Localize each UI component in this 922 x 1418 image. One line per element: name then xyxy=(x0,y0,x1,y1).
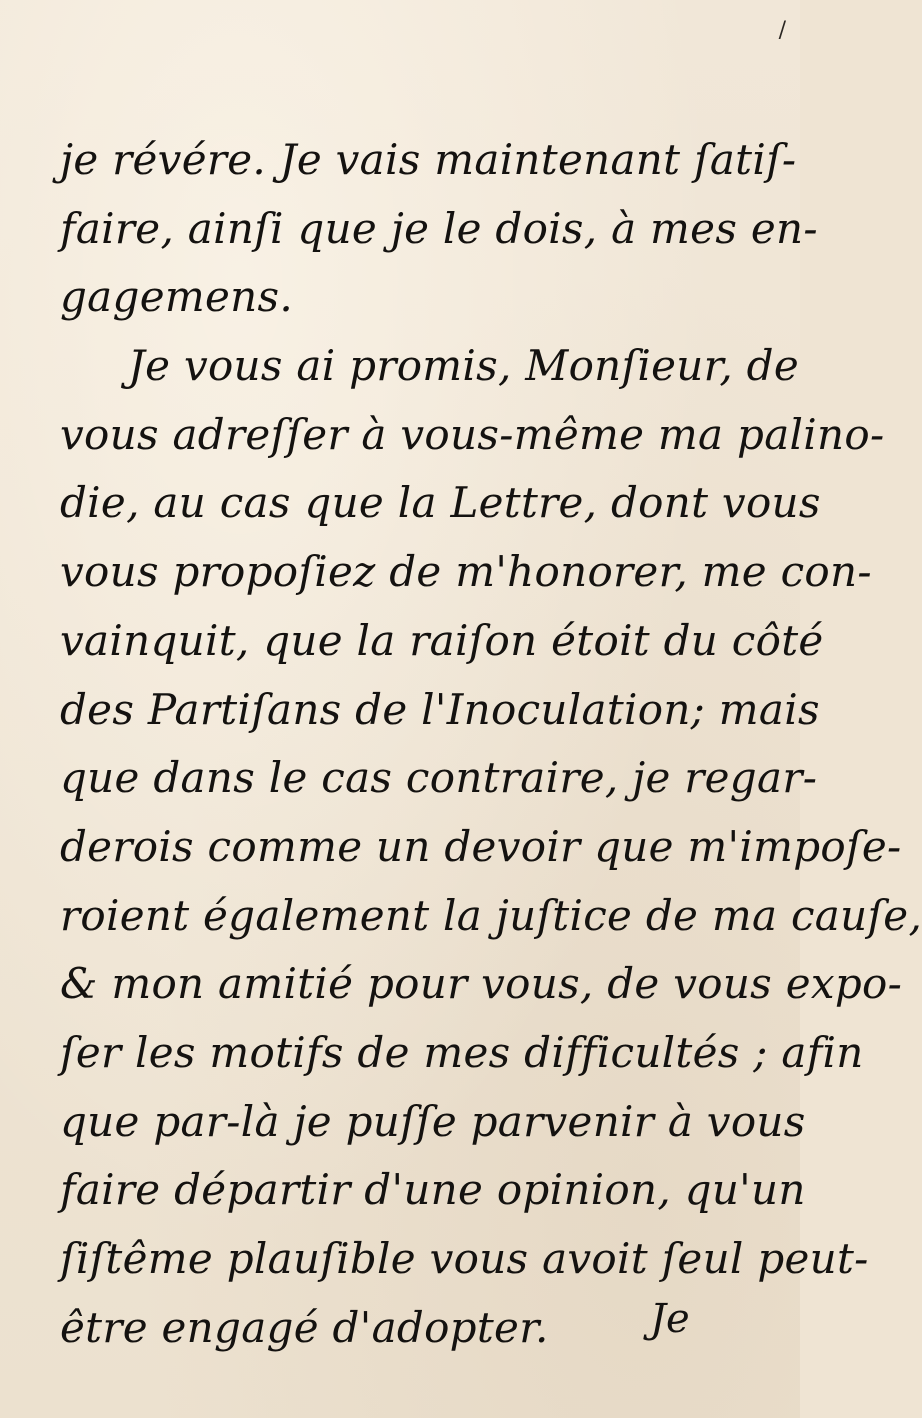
corner-mark: / xyxy=(778,18,786,43)
text-line-1: je révére. Je vais maintenant ſatiſ- xyxy=(60,135,797,184)
text-line-5: vous adreſſer à vous-même ma palino- xyxy=(60,409,885,459)
catchword: Je xyxy=(650,1296,690,1342)
text-line-10: que dans le cas contraire, je regar- xyxy=(60,753,818,803)
text-line-4: Je vous ai promis, Monſieur, de xyxy=(128,341,800,391)
text-line-11: derois comme un devoir que m'impoſe- xyxy=(60,821,902,871)
text-line-15: que par-là je puſſe parvenir à vous xyxy=(60,1096,806,1146)
text-line-3: gagemens. xyxy=(60,272,294,322)
text-line-16: faire départir d'une opinion, qu'un xyxy=(60,1165,806,1215)
text-line-13: & mon amitié pour vous, de vous expo- xyxy=(60,959,903,1009)
text-line-9: des Partiſans de l'Inoculation; mais xyxy=(60,684,820,734)
text-line-14: ſer les motifs de mes difficultés ; afin xyxy=(60,1027,864,1077)
text-line-2: faire, ainſi que je le dois, à mes en- xyxy=(60,203,818,253)
text-line-8: vainquit, que la raiſon étoit du côté xyxy=(60,615,824,665)
text-line-18: être engagé d'adopter. xyxy=(60,1302,549,1352)
text-line-6: die, au cas que la Lettre, dont vous xyxy=(60,478,821,528)
page-text xyxy=(60,126,922,1362)
text-line-12: roient également la juſtice de ma cauſe, xyxy=(60,890,922,940)
text-line-7: vous propoſiez de m'honorer, me con- xyxy=(60,547,872,597)
text-line-17: ſiſtême plauſible vous avoit ſeul peut- xyxy=(60,1234,869,1283)
